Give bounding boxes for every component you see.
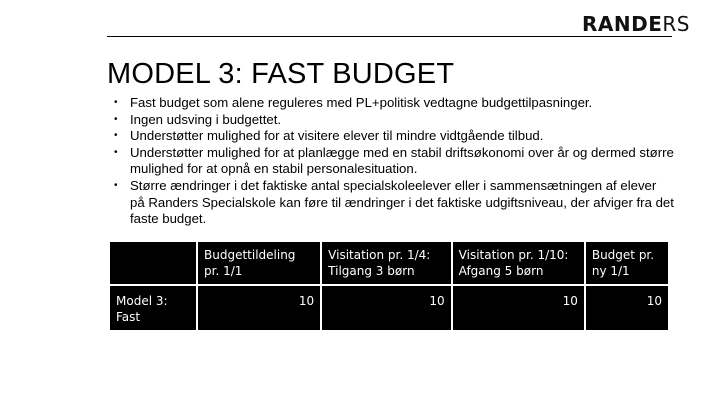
table-header-row: [110, 242, 668, 284]
column-header-budgettildeling: Budgettildeling pr. 1/1: [198, 242, 320, 284]
logo-text-accent: RS: [662, 12, 690, 36]
randers-logo: [582, 12, 690, 36]
column-header-visitation-october: Visitation pr. 1/10: Afgang 5 børn: [453, 242, 584, 284]
table-corner-cell: [110, 242, 196, 284]
logo-text-main: RANDE: [582, 12, 663, 36]
row-label: Model 3: Fast: [110, 286, 196, 330]
bullet-item: • Understøtter mulighed for at planlægge med en stabil driftsøkonomi over år og dermed større mulighed for at opnå en stabil personalesituation.: [114, 145, 674, 178]
bullet-item: • Ingen udsving i budgettet.: [114, 112, 674, 129]
column-header-visitation-april: Visitation pr. 1/4: Tilgang 3 børn: [322, 242, 451, 284]
budget-table: [108, 240, 670, 332]
bullet-item: • Understøtter mulighed for at visitere elever til mindre vidtgående tilbud.: [114, 128, 674, 145]
slide-title: MODEL 3: FAST BUDGET: [107, 58, 455, 90]
header-rule: [107, 36, 672, 37]
table-cell: 10: [453, 286, 584, 330]
table-row: [110, 286, 668, 330]
bullet-list: [114, 95, 674, 228]
bullet-item: • Fast budget som alene reguleres med PL+politisk vedtagne budgettilpasninger.: [114, 95, 674, 112]
column-header-budget-new: Budget pr. ny 1/1: [586, 242, 668, 284]
bullet-item: • Større ændringer i det faktiske antal specialskoleelever eller i sammensætningen af elever på Randers Specialskole kan føre til ændringer i det faktiske udgiftsniveau, der afviger fra det faste budget.: [114, 178, 674, 228]
table-cell: 10: [586, 286, 668, 330]
table-cell: 10: [322, 286, 451, 330]
table-cell: 10: [198, 286, 320, 330]
